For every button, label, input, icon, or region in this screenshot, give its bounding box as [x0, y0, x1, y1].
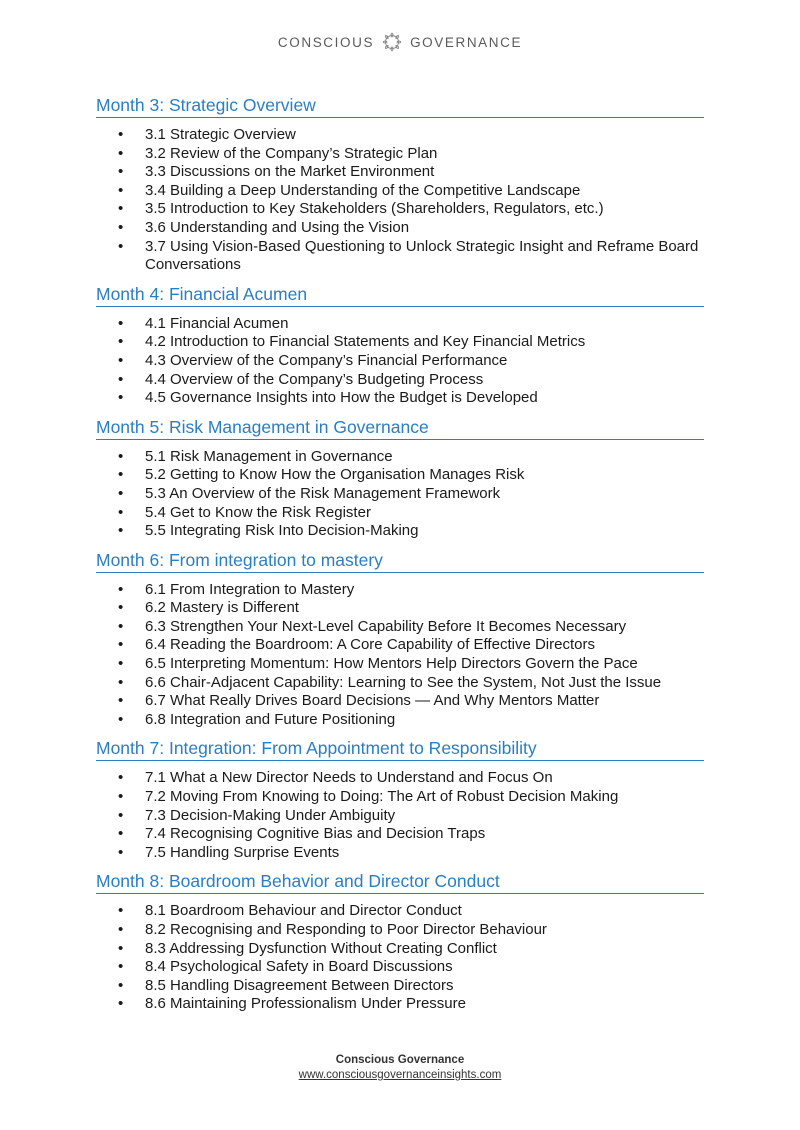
bullet-icon: • [118, 939, 124, 957]
list-item [96, 902, 704, 921]
list-item-text: 5.5 Integrating Risk Into Decision-Making [145, 522, 419, 540]
list-item [96, 921, 704, 940]
bullet-icon: • [118, 673, 124, 691]
topic-list [96, 902, 704, 1014]
list-item [96, 636, 704, 655]
list-item-text: 8.6 Maintaining Professionalism Under Pressure [145, 995, 466, 1013]
topic-list [96, 448, 704, 541]
list-item-text: 5.4 Get to Know the Risk Register [145, 503, 371, 521]
list-item [96, 182, 704, 201]
list-item-text: 7.3 Decision-Making Under Ambiguity [145, 806, 396, 824]
bullet-icon: • [118, 995, 124, 1013]
bullet-icon: • [118, 825, 124, 843]
list-item [96, 618, 704, 637]
bullet-icon: • [118, 921, 124, 938]
list-item [96, 711, 704, 730]
list-item [96, 315, 704, 334]
list-item-text: 4.4 Overview of the Company’s Budgeting Process [145, 370, 484, 388]
list-item-text: 8.4 Psychological Safety in Board Discussions [145, 958, 453, 976]
bullet-icon: • [118, 466, 124, 484]
list-item-text: 3.5 Introduction to Key Stakeholders (Shareholders, Regulators, etc.) [145, 200, 604, 218]
bullet-icon: • [118, 181, 124, 199]
bullet-icon: • [118, 843, 124, 861]
list-item [96, 940, 704, 959]
section-heading: Month 7: Integration: From Appointment to Responsibility [96, 737, 704, 761]
bullet-icon: • [118, 617, 124, 635]
list-item-text: 6.5 Interpreting Momentum: How Mentors Help Directors Govern the Pace [145, 655, 638, 673]
bullet-icon: • [118, 237, 124, 255]
list-item-text: 6.2 Mastery is Different [145, 599, 299, 617]
list-item-text: 8.2 Recognising and Responding to Poor Director Behaviour [145, 921, 547, 938]
list-item-text: 5.3 An Overview of the Risk Management Framework [145, 484, 501, 502]
list-item-text: 5.1 Risk Management in Governance [145, 447, 393, 465]
wreath-logo-icon [380, 30, 404, 54]
list-item [96, 219, 704, 238]
list-item [96, 692, 704, 711]
footer-website-link[interactable]: www.consciousgovernanceinsights.com [298, 1069, 502, 1081]
list-item-text: 5.2 Getting to Know How the Organisation Manages Risk [145, 466, 525, 484]
topic-list [96, 126, 704, 275]
list-item-text: 4.5 Governance Insights into How the Budget is Developed [145, 389, 538, 407]
list-item-text: 6.3 Strengthen Your Next-Level Capability Before It Becomes Necessary [145, 617, 627, 635]
list-item-text: 6.4 Reading the Boardroom: A Core Capability of Effective Directors [145, 636, 595, 654]
bullet-icon: • [118, 580, 124, 598]
bullet-icon: • [118, 710, 124, 728]
section-heading: Month 6: From integration to mastery [96, 549, 704, 573]
section-heading: Month 3: Strategic Overview [96, 94, 704, 118]
list-item-text: 8.1 Boardroom Behaviour and Director Conduct [145, 902, 462, 920]
logo-word-right: GOVERNANCE [410, 34, 523, 50]
logo-word-left: CONSCIOUS [277, 34, 375, 50]
list-item [96, 958, 704, 977]
list-item [96, 522, 704, 541]
month-section [96, 737, 704, 862]
list-item [96, 466, 704, 485]
list-item-text: 6.1 From Integration to Mastery [145, 580, 355, 598]
topic-list [96, 315, 704, 408]
document-body [96, 94, 704, 1022]
list-item [96, 844, 704, 863]
bullet-icon: • [118, 599, 124, 617]
list-item [96, 238, 704, 275]
list-item-text: 3.3 Discussions on the Market Environment [145, 163, 435, 181]
bullet-icon: • [118, 902, 124, 920]
bullet-icon: • [118, 163, 124, 181]
month-section [96, 870, 704, 1014]
list-item [96, 807, 704, 826]
bullet-icon: • [118, 333, 124, 351]
list-item-text: 3.6 Understanding and Using the Vision [145, 218, 410, 236]
list-item [96, 655, 704, 674]
list-item-text: 4.3 Overview of the Company’s Financial Performance [145, 351, 508, 369]
bullet-icon: • [118, 218, 124, 236]
bullet-icon: • [118, 351, 124, 369]
month-section [96, 94, 704, 275]
bullet-icon: • [118, 636, 124, 654]
list-item-text: 3.4 Building a Deep Understanding of the Competitive Landscape [145, 181, 581, 199]
footer-org-name: Conscious Governance [335, 1054, 465, 1066]
list-item-text: 3.2 Review of the Company’s Strategic Plan [145, 144, 438, 162]
bullet-icon: • [118, 522, 124, 540]
bullet-icon: • [118, 389, 124, 407]
bullet-icon: • [118, 370, 124, 388]
bullet-icon: • [118, 126, 124, 143]
list-item [96, 674, 704, 693]
section-heading: Month 5: Risk Management in Governance [96, 416, 704, 440]
list-item-text: 3.1 Strategic Overview [145, 126, 296, 143]
brand-logo [0, 30, 800, 54]
list-item [96, 200, 704, 219]
list-item [96, 163, 704, 182]
bullet-icon: • [118, 788, 124, 806]
list-item [96, 504, 704, 523]
bullet-icon: • [118, 503, 124, 521]
list-item [96, 389, 704, 408]
list-item [96, 995, 704, 1014]
list-item [96, 769, 704, 788]
list-item [96, 485, 704, 504]
list-item-text: 7.2 Moving From Knowing to Doing: The Art of Robust Decision Making [145, 788, 619, 806]
month-section [96, 549, 704, 730]
list-item-text: 4.2 Introduction to Financial Statements and Key Financial Metrics [145, 333, 586, 351]
list-item-text: 8.3 Addressing Dysfunction Without Creating Conflict [145, 939, 497, 957]
list-item [96, 581, 704, 600]
topic-list [96, 581, 704, 730]
list-item-text: 6.6 Chair-Adjacent Capability: Learning to See the System, Not Just the Issue [145, 673, 662, 691]
bullet-icon: • [118, 144, 124, 162]
bullet-icon: • [118, 655, 124, 673]
bullet-icon: • [118, 806, 124, 824]
list-item [96, 788, 704, 807]
list-item [96, 977, 704, 996]
list-item [96, 371, 704, 390]
bullet-icon: • [118, 200, 124, 218]
list-item-text: 6.7 What Really Drives Board Decisions — And Why Mentors Matter [145, 692, 600, 710]
page-footer [0, 1053, 800, 1083]
list-item [96, 825, 704, 844]
bullet-icon: • [118, 314, 124, 332]
bullet-icon: • [118, 769, 124, 787]
list-item-text: 7.1 What a New Director Needs to Understand and Focus On [145, 769, 553, 787]
bullet-icon: • [118, 976, 124, 994]
list-item-text: 7.5 Handling Surprise Events [145, 843, 340, 861]
list-item-text: 4.1 Financial Acumen [145, 314, 289, 332]
topic-list [96, 769, 704, 862]
list-item [96, 599, 704, 618]
list-item [96, 352, 704, 371]
bullet-icon: • [118, 447, 124, 465]
list-item-text: 7.4 Recognising Cognitive Bias and Decision Traps [145, 825, 486, 843]
list-item [96, 448, 704, 467]
list-item-text: 6.8 Integration and Future Positioning [145, 710, 396, 728]
section-heading: Month 8: Boardroom Behavior and Director Conduct [96, 870, 704, 894]
section-heading: Month 4: Financial Acumen [96, 283, 704, 307]
month-section [96, 283, 704, 408]
bullet-icon: • [118, 958, 124, 976]
list-item-text: 3.7 Using Vision-Based Questioning to Unlock Strategic Insight and Reframe Board Conversations [145, 237, 699, 274]
list-item [96, 126, 704, 145]
list-item-text: 8.5 Handling Disagreement Between Directors [145, 976, 454, 994]
list-item [96, 333, 704, 352]
bullet-icon: • [118, 484, 124, 502]
bullet-icon: • [118, 692, 124, 710]
month-section [96, 416, 704, 541]
list-item [96, 145, 704, 164]
